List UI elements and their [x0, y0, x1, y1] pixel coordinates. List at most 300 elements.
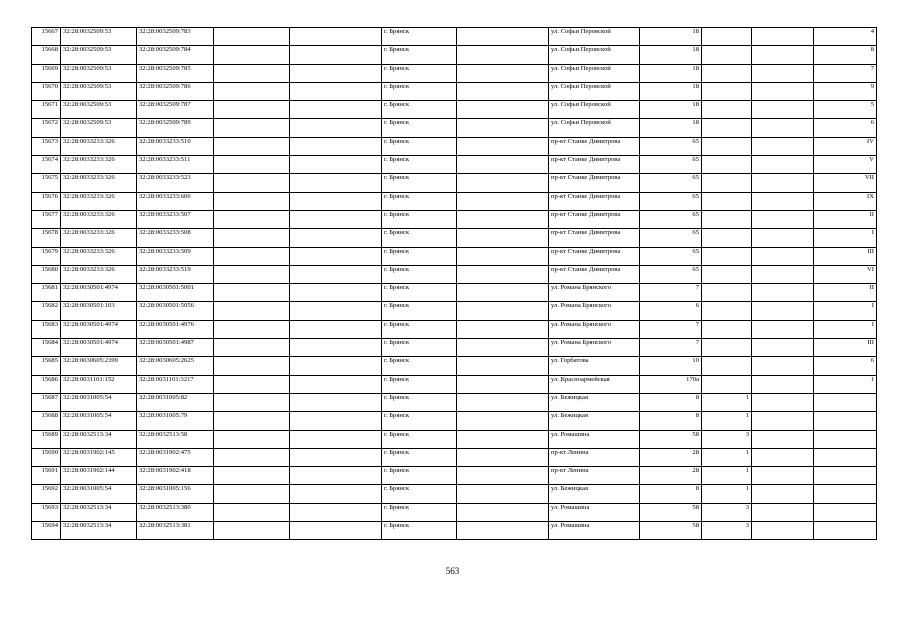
cell-object-cadastral-number: 32:28:0032513:381 — [137, 522, 214, 540]
table-row — [32, 467, 877, 485]
cell-city: г. Брянск — [382, 247, 457, 265]
cell-record-number: 15683 — [32, 320, 61, 338]
cell-premises-number: I — [814, 229, 877, 247]
cell-empty — [214, 412, 290, 430]
cell-empty — [752, 174, 814, 192]
cell-empty — [214, 101, 290, 119]
cell-street: пр-кт Станке Димитрова — [549, 247, 640, 265]
cell-record-number: 15674 — [32, 156, 61, 174]
cell-object-cadastral-number: 32:28:0032513:58 — [137, 430, 214, 448]
cell-building-number: 1 — [702, 448, 752, 466]
cell-house-number: 65 — [640, 229, 702, 247]
cell-object-cadastral-number: 32:28:0031902:475 — [137, 448, 214, 466]
cell-house-number: 65 — [640, 174, 702, 192]
cell-record-number: 15685 — [32, 357, 61, 375]
cell-empty — [290, 448, 382, 466]
cell-record-number: 15684 — [32, 339, 61, 357]
cell-record-number: 15675 — [32, 174, 61, 192]
cell-premises-number — [814, 522, 877, 540]
cell-street: ул. Романа Брянского — [549, 284, 640, 302]
cell-empty — [290, 28, 382, 46]
cell-city: г. Брянск — [382, 302, 457, 320]
cell-house-number: 18 — [640, 82, 702, 100]
cell-empty — [290, 339, 382, 357]
cell-empty — [752, 430, 814, 448]
cell-object-cadastral-number: 32:28:0033233:519 — [137, 265, 214, 283]
cell-street: ул. Софьи Перовской — [549, 82, 640, 100]
cell-house-number: 18 — [640, 119, 702, 137]
cell-building-number — [702, 265, 752, 283]
cell-empty — [457, 393, 549, 411]
cell-empty — [290, 64, 382, 82]
cell-empty — [214, 46, 290, 64]
cell-empty — [752, 320, 814, 338]
cell-empty — [457, 82, 549, 100]
cell-parcel-cadastral-number: 32:28:0030501:103 — [61, 302, 137, 320]
cell-parcel-cadastral-number: 32:28:0031902:144 — [61, 467, 137, 485]
table-row — [32, 339, 877, 357]
cell-city: г. Брянск — [382, 284, 457, 302]
cell-parcel-cadastral-number: 32:28:0031005:54 — [61, 412, 137, 430]
cell-house-number: 8 — [640, 393, 702, 411]
cell-parcel-cadastral-number: 32:28:0033233:326 — [61, 229, 137, 247]
cell-empty — [214, 229, 290, 247]
table-row — [32, 503, 877, 521]
cell-empty — [214, 357, 290, 375]
table-row — [32, 320, 877, 338]
cell-empty — [457, 430, 549, 448]
cell-street: пр-кт Ленина — [549, 448, 640, 466]
cell-empty — [290, 101, 382, 119]
cell-street: ул. Горбатова — [549, 357, 640, 375]
cell-building-number: 1 — [702, 485, 752, 503]
cell-city: г. Брянск — [382, 101, 457, 119]
table-row — [32, 28, 877, 46]
cell-empty — [214, 485, 290, 503]
cell-empty — [214, 522, 290, 540]
cell-premises-number: 5 — [814, 101, 877, 119]
table-row — [32, 119, 877, 137]
cell-record-number: 15682 — [32, 302, 61, 320]
cell-city: г. Брянск — [382, 485, 457, 503]
cell-building-number — [702, 357, 752, 375]
cell-city: г. Брянск — [382, 137, 457, 155]
cell-parcel-cadastral-number: 32:28:0032513:34 — [61, 522, 137, 540]
cell-premises-number — [814, 430, 877, 448]
cell-building-number — [702, 64, 752, 82]
cell-object-cadastral-number: 32:28:0033233:507 — [137, 210, 214, 228]
cell-city: г. Брянск — [382, 467, 457, 485]
cell-record-number: 15679 — [32, 247, 61, 265]
cell-premises-number: 9 — [814, 82, 877, 100]
cell-parcel-cadastral-number: 32:28:0032509:53 — [61, 28, 137, 46]
cell-city: г. Брянск — [382, 522, 457, 540]
cell-house-number: 8 — [640, 412, 702, 430]
cell-house-number: 7 — [640, 339, 702, 357]
cell-parcel-cadastral-number: 32:28:0033233:326 — [61, 137, 137, 155]
cell-empty — [290, 229, 382, 247]
cell-parcel-cadastral-number: 32:28:0032513:34 — [61, 503, 137, 521]
cell-premises-number — [814, 485, 877, 503]
cell-parcel-cadastral-number: 32:28:0033233:326 — [61, 156, 137, 174]
cell-empty — [214, 174, 290, 192]
cell-premises-number: 8 — [814, 46, 877, 64]
cell-parcel-cadastral-number: 32:28:0030605:2399 — [61, 357, 137, 375]
cell-city: г. Брянск — [382, 64, 457, 82]
cell-empty — [457, 302, 549, 320]
table-row — [32, 284, 877, 302]
cell-empty — [290, 119, 382, 137]
cell-city: г. Брянск — [382, 357, 457, 375]
cell-empty — [752, 46, 814, 64]
cell-empty — [752, 28, 814, 46]
cell-parcel-cadastral-number: 32:28:0032509:53 — [61, 82, 137, 100]
cell-city: г. Брянск — [382, 448, 457, 466]
cell-empty — [457, 522, 549, 540]
cell-building-number: 1 — [702, 412, 752, 430]
cell-empty — [290, 156, 382, 174]
cell-empty — [290, 503, 382, 521]
cell-premises-number: 6 — [814, 119, 877, 137]
cell-object-cadastral-number: 32:28:0032509:786 — [137, 82, 214, 100]
cell-object-cadastral-number: 32:28:0030501:5001 — [137, 284, 214, 302]
cell-empty — [457, 28, 549, 46]
cell-empty — [290, 247, 382, 265]
cell-empty — [457, 485, 549, 503]
cell-empty — [214, 393, 290, 411]
cell-empty — [457, 210, 549, 228]
cell-empty — [457, 156, 549, 174]
cell-building-number — [702, 320, 752, 338]
cell-building-number — [702, 284, 752, 302]
table-row — [32, 357, 877, 375]
cell-building-number: 3 — [702, 430, 752, 448]
cell-house-number: 8 — [640, 485, 702, 503]
cell-city: г. Брянск — [382, 265, 457, 283]
cell-empty — [214, 339, 290, 357]
cell-parcel-cadastral-number: 32:28:0032509:53 — [61, 119, 137, 137]
cell-street: пр-кт Станке Димитрова — [549, 156, 640, 174]
cell-record-number: 15678 — [32, 229, 61, 247]
cell-street: пр-кт Станке Димитрова — [549, 265, 640, 283]
cell-house-number: 65 — [640, 265, 702, 283]
table-row — [32, 247, 877, 265]
cell-parcel-cadastral-number: 32:28:0033233:326 — [61, 192, 137, 210]
cell-parcel-cadastral-number: 32:28:0031101:152 — [61, 375, 137, 393]
cell-record-number: 15672 — [32, 119, 61, 137]
cell-empty — [214, 302, 290, 320]
cell-empty — [290, 320, 382, 338]
cell-building-number — [702, 28, 752, 46]
cell-empty — [752, 412, 814, 430]
cell-city: г. Брянск — [382, 375, 457, 393]
cell-empty — [290, 82, 382, 100]
cell-city: г. Брянск — [382, 229, 457, 247]
cell-empty — [457, 467, 549, 485]
cell-street: ул. Романа Брянского — [549, 339, 640, 357]
table-row — [32, 192, 877, 210]
cell-empty — [752, 101, 814, 119]
cell-premises-number: 4 — [814, 28, 877, 46]
cell-empty — [214, 82, 290, 100]
cell-street: ул. Бежицкая — [549, 412, 640, 430]
table-row — [32, 64, 877, 82]
cell-empty — [752, 522, 814, 540]
cell-house-number: 65 — [640, 247, 702, 265]
cell-city: г. Брянск — [382, 156, 457, 174]
cell-empty — [752, 137, 814, 155]
cell-object-cadastral-number: 32:28:0030501:4976 — [137, 320, 214, 338]
cell-parcel-cadastral-number: 32:28:0031902:145 — [61, 448, 137, 466]
cell-street: пр-кт Станке Димитрова — [549, 174, 640, 192]
cell-premises-number: VI — [814, 265, 877, 283]
cell-house-number: 28 — [640, 467, 702, 485]
cell-building-number: 1 — [702, 393, 752, 411]
cell-house-number: 65 — [640, 137, 702, 155]
cell-empty — [457, 357, 549, 375]
cell-house-number: 65 — [640, 210, 702, 228]
table-row — [32, 101, 877, 119]
cell-building-number — [702, 82, 752, 100]
page-number: 563 — [445, 566, 460, 576]
cell-empty — [214, 448, 290, 466]
cell-street: ул. Ромашина — [549, 522, 640, 540]
cell-parcel-cadastral-number: 32:28:0033233:326 — [61, 210, 137, 228]
cell-empty — [214, 247, 290, 265]
cell-empty — [457, 320, 549, 338]
cell-premises-number: V — [814, 156, 877, 174]
cell-street: пр-кт Станке Димитрова — [549, 229, 640, 247]
cell-empty — [214, 503, 290, 521]
cell-city: г. Брянск — [382, 412, 457, 430]
table-row — [32, 174, 877, 192]
cell-empty — [214, 375, 290, 393]
cell-building-number — [702, 375, 752, 393]
cell-empty — [290, 210, 382, 228]
table-row — [32, 412, 877, 430]
cell-empty — [290, 412, 382, 430]
cell-city: г. Брянск — [382, 82, 457, 100]
cell-empty — [290, 467, 382, 485]
cell-premises-number — [814, 393, 877, 411]
cell-record-number: 15690 — [32, 448, 61, 466]
cell-house-number: 65 — [640, 156, 702, 174]
table-row — [32, 430, 877, 448]
table-row — [32, 229, 877, 247]
cell-empty — [752, 448, 814, 466]
cell-object-cadastral-number: 32:28:0033233:509 — [137, 247, 214, 265]
cell-object-cadastral-number: 32:28:0032509:784 — [137, 46, 214, 64]
cell-empty — [290, 265, 382, 283]
cell-empty — [290, 46, 382, 64]
cell-premises-number: 1 — [814, 375, 877, 393]
cell-premises-number: II — [814, 210, 877, 228]
cell-empty — [290, 485, 382, 503]
cell-building-number — [702, 119, 752, 137]
cell-city: г. Брянск — [382, 210, 457, 228]
cell-empty — [290, 522, 382, 540]
cell-street: ул. Софьи Перовской — [549, 101, 640, 119]
cell-record-number: 15680 — [32, 265, 61, 283]
cell-house-number: 28 — [640, 448, 702, 466]
cell-house-number: 170а — [640, 375, 702, 393]
table-row — [32, 82, 877, 100]
cell-premises-number: III — [814, 339, 877, 357]
cell-house-number: 18 — [640, 101, 702, 119]
table-row — [32, 46, 877, 64]
cell-building-number: 3 — [702, 522, 752, 540]
cell-record-number: 15691 — [32, 467, 61, 485]
cell-building-number — [702, 174, 752, 192]
cell-record-number: 15670 — [32, 82, 61, 100]
cell-premises-number: VII — [814, 174, 877, 192]
cell-empty — [214, 28, 290, 46]
cell-city: г. Брянск — [382, 430, 457, 448]
cell-city: г. Брянск — [382, 320, 457, 338]
cell-object-cadastral-number: 32:28:0030501:4987 — [137, 339, 214, 357]
cell-empty — [457, 174, 549, 192]
cell-object-cadastral-number: 32:28:0033233:510 — [137, 137, 214, 155]
cell-parcel-cadastral-number: 32:28:0032509:53 — [61, 46, 137, 64]
cell-premises-number: I — [814, 320, 877, 338]
cell-parcel-cadastral-number: 32:28:0030501:4974 — [61, 320, 137, 338]
cell-street: ул. Красноармейская — [549, 375, 640, 393]
table-row — [32, 265, 877, 283]
cell-street: пр-кт Станке Димитрова — [549, 210, 640, 228]
cell-street: ул. Романа Брянского — [549, 302, 640, 320]
cell-house-number: 7 — [640, 284, 702, 302]
cell-record-number: 15671 — [32, 101, 61, 119]
cell-building-number — [702, 46, 752, 64]
cell-street: ул. Ромашина — [549, 430, 640, 448]
cell-building-number — [702, 339, 752, 357]
cell-city: г. Брянск — [382, 46, 457, 64]
cell-record-number: 15673 — [32, 137, 61, 155]
cell-empty — [290, 137, 382, 155]
cell-empty — [214, 156, 290, 174]
table-row — [32, 448, 877, 466]
cell-empty — [457, 247, 549, 265]
cell-record-number: 15694 — [32, 522, 61, 540]
cell-empty — [752, 64, 814, 82]
cell-parcel-cadastral-number: 32:28:0031005:54 — [61, 393, 137, 411]
cell-house-number: 58 — [640, 430, 702, 448]
cell-building-number: 1 — [702, 467, 752, 485]
cell-empty — [752, 393, 814, 411]
property-register-table — [31, 27, 877, 540]
cell-empty — [752, 467, 814, 485]
cell-empty — [457, 137, 549, 155]
cell-house-number: 18 — [640, 64, 702, 82]
cell-premises-number: II — [814, 284, 877, 302]
cell-empty — [752, 265, 814, 283]
cell-record-number: 15669 — [32, 64, 61, 82]
cell-building-number — [702, 101, 752, 119]
cell-parcel-cadastral-number: 32:28:0033233:326 — [61, 247, 137, 265]
cell-parcel-cadastral-number: 32:28:0030501:4974 — [61, 284, 137, 302]
cell-empty — [457, 503, 549, 521]
cell-object-cadastral-number: 32:28:0030501:5056 — [137, 302, 214, 320]
cell-empty — [290, 174, 382, 192]
cell-street: ул. Бежицкая — [549, 393, 640, 411]
cell-empty — [752, 210, 814, 228]
cell-premises-number: 6 — [814, 357, 877, 375]
cell-building-number — [702, 210, 752, 228]
cell-premises-number — [814, 467, 877, 485]
cell-street: ул. Ромашина — [549, 503, 640, 521]
cell-city: г. Брянск — [382, 503, 457, 521]
cell-street: пр-кт Ленина — [549, 467, 640, 485]
cell-empty — [214, 284, 290, 302]
cell-record-number: 15681 — [32, 284, 61, 302]
cell-parcel-cadastral-number: 32:28:0030501:4974 — [61, 339, 137, 357]
cell-empty — [290, 375, 382, 393]
cell-record-number: 15677 — [32, 210, 61, 228]
cell-empty — [290, 430, 382, 448]
cell-empty — [457, 375, 549, 393]
cell-house-number: 58 — [640, 522, 702, 540]
cell-object-cadastral-number: 32:28:0033233:523 — [137, 174, 214, 192]
cell-empty — [457, 192, 549, 210]
table-row — [32, 302, 877, 320]
cell-empty — [290, 302, 382, 320]
cell-empty — [457, 265, 549, 283]
cell-empty — [752, 229, 814, 247]
cell-street: ул. Софьи Перовской — [549, 28, 640, 46]
cell-empty — [457, 229, 549, 247]
cell-record-number: 15667 — [32, 28, 61, 46]
cell-house-number: 6 — [640, 302, 702, 320]
cell-house-number: 58 — [640, 503, 702, 521]
cell-empty — [290, 357, 382, 375]
cell-street: ул. Софьи Перовской — [549, 64, 640, 82]
cell-city: г. Брянск — [382, 174, 457, 192]
cell-record-number: 15686 — [32, 375, 61, 393]
table-row — [32, 210, 877, 228]
cell-object-cadastral-number: 32:28:0032509:783 — [137, 28, 214, 46]
cell-parcel-cadastral-number: 32:28:0032509:53 — [61, 64, 137, 82]
cell-object-cadastral-number: 32:28:0031902:418 — [137, 467, 214, 485]
cell-object-cadastral-number: 32:28:0030605:2625 — [137, 357, 214, 375]
cell-record-number: 15692 — [32, 485, 61, 503]
cell-record-number: 15668 — [32, 46, 61, 64]
cell-premises-number: III — [814, 247, 877, 265]
cell-object-cadastral-number: 32:28:0031005:79 — [137, 412, 214, 430]
cell-house-number: 18 — [640, 28, 702, 46]
cell-city: г. Брянск — [382, 119, 457, 137]
cell-building-number — [702, 137, 752, 155]
cell-street: ул. Софьи Перовской — [549, 119, 640, 137]
cell-object-cadastral-number: 32:28:0031101:3217 — [137, 375, 214, 393]
cell-premises-number: 7 — [814, 64, 877, 82]
cell-object-cadastral-number: 32:28:0032509:785 — [137, 64, 214, 82]
table-row — [32, 393, 877, 411]
cell-house-number: 10 — [640, 357, 702, 375]
cell-street: ул. Романа Брянского — [549, 320, 640, 338]
cell-empty — [457, 412, 549, 430]
cell-building-number — [702, 229, 752, 247]
cell-building-number — [702, 192, 752, 210]
cell-empty — [457, 46, 549, 64]
cell-parcel-cadastral-number: 32:28:0033233:326 — [61, 174, 137, 192]
cell-empty — [752, 156, 814, 174]
cell-parcel-cadastral-number: 32:28:0031005:54 — [61, 485, 137, 503]
cell-record-number: 15687 — [32, 393, 61, 411]
table-row — [32, 485, 877, 503]
table-row — [32, 375, 877, 393]
cell-object-cadastral-number: 32:28:0032509:789 — [137, 119, 214, 137]
cell-empty — [214, 467, 290, 485]
